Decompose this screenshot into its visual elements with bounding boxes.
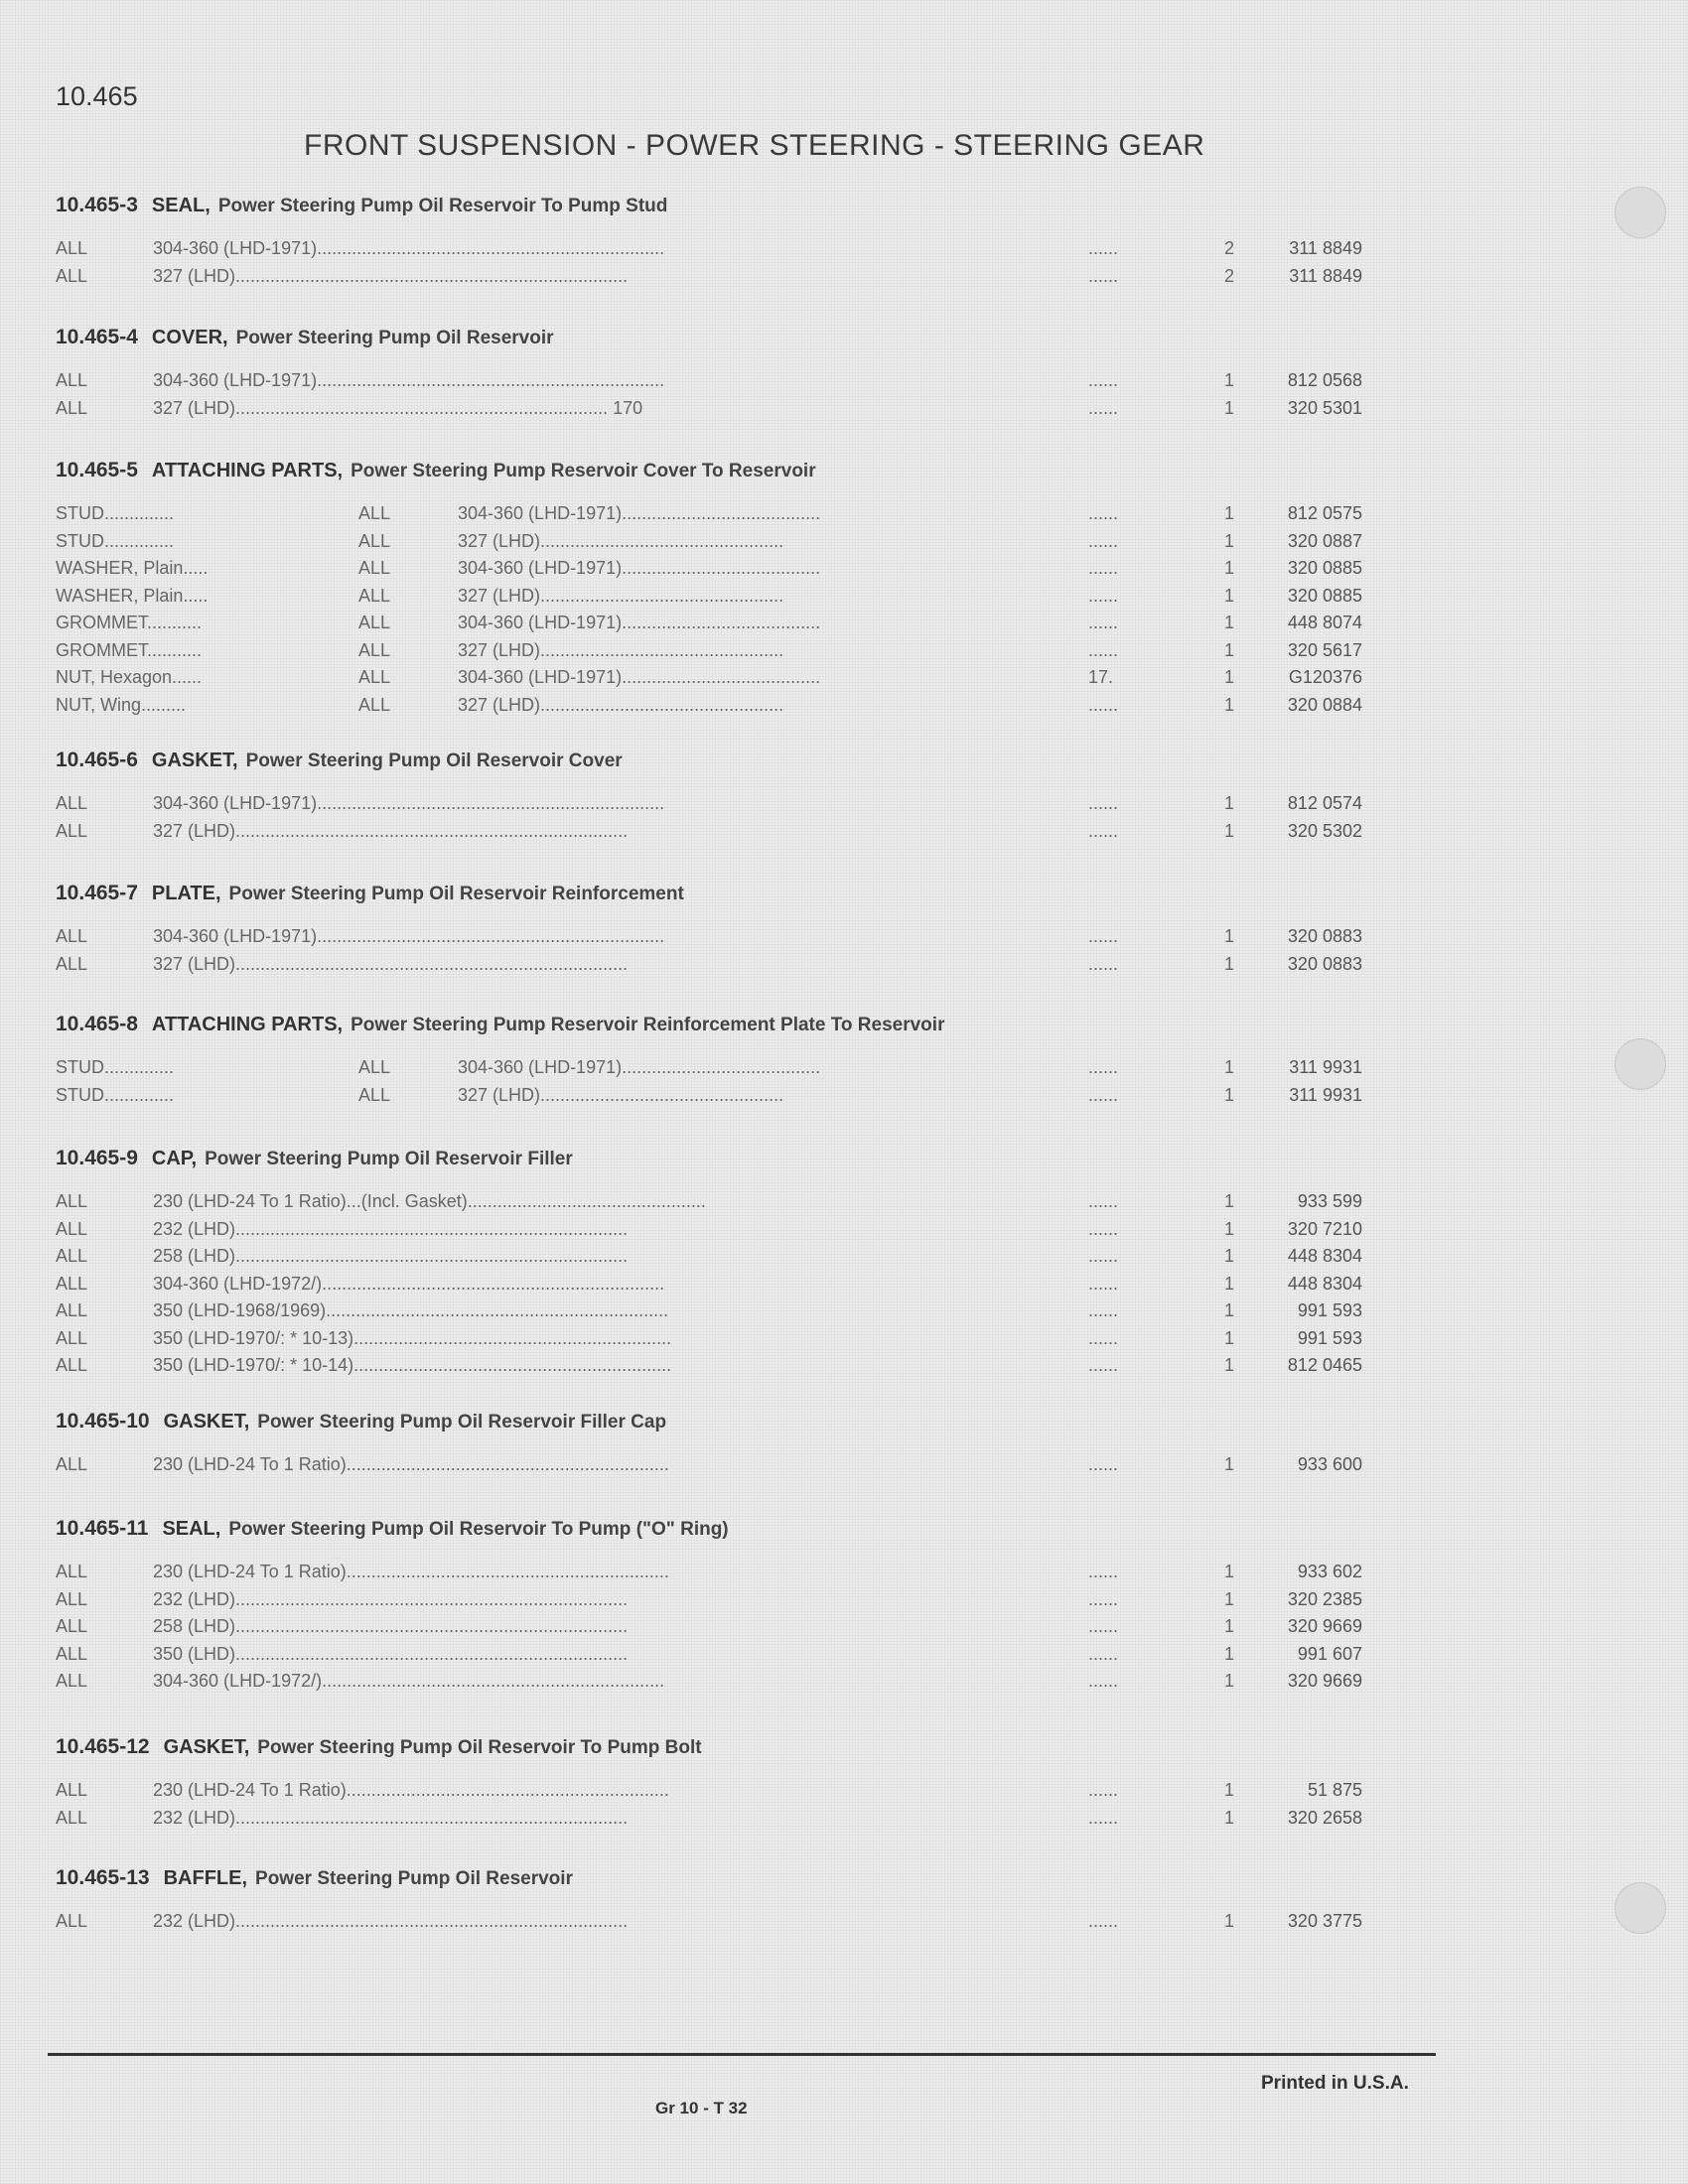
note-column: ...... bbox=[1088, 1084, 1119, 1105]
quantity: 1 bbox=[1223, 820, 1234, 841]
application: 327 (LHD)............................................................................... bbox=[153, 265, 629, 286]
section-keyword: ATTACHING PARTS, bbox=[151, 460, 344, 481]
page-title: FRONT SUSPENSION - POWER STEERING - STEERING GEAR bbox=[304, 129, 1205, 162]
part-row bbox=[56, 1451, 1366, 1478]
quantity: 1 bbox=[1223, 370, 1234, 390]
application: 258 (LHD)............................................................................... bbox=[153, 1616, 629, 1636]
part-row bbox=[56, 1613, 1366, 1640]
section-description: Power Steering Pump Oil Reservoir To Pump Stud bbox=[217, 196, 668, 216]
model-group: ALL bbox=[56, 1807, 88, 1828]
application: 304-360 (LHD-1971)........................................ bbox=[458, 613, 821, 632]
part-number: 320 2385 bbox=[1287, 1588, 1362, 1609]
part-row bbox=[56, 1641, 1366, 1668]
note-column: ...... bbox=[1088, 397, 1119, 418]
section-keyword: GASKET, bbox=[163, 1411, 250, 1433]
section-header bbox=[56, 326, 554, 349]
section-number: 10.465-12 bbox=[56, 1735, 150, 1758]
model-group: ALL bbox=[358, 558, 391, 578]
quantity: 1 bbox=[1223, 667, 1234, 687]
section-keyword: BAFFLE, bbox=[163, 1867, 248, 1889]
application: 304-360 (LHD-1971)........................................ bbox=[458, 558, 821, 578]
part-name: GROMMET........... bbox=[56, 639, 203, 660]
quantity: 1 bbox=[1223, 1911, 1234, 1931]
part-number: 991 607 bbox=[1297, 1643, 1362, 1664]
part-row bbox=[56, 664, 1366, 691]
application: 304-360 (LHD-1971)...................................................................... bbox=[153, 926, 665, 946]
application: 258 (LHD)............................................................................... bbox=[153, 1246, 629, 1266]
part-row bbox=[56, 500, 1366, 527]
application: 327 (LHD)................................................. bbox=[458, 694, 784, 715]
model-group: ALL bbox=[358, 694, 391, 715]
section-keyword: SEAL, bbox=[151, 195, 211, 216]
part-number: 812 0575 bbox=[1287, 503, 1362, 523]
note-column: ...... bbox=[1088, 1911, 1119, 1931]
model-group: ALL bbox=[56, 926, 88, 946]
part-row bbox=[56, 1054, 1366, 1081]
section-keyword: GASKET, bbox=[163, 1736, 250, 1758]
part-row bbox=[56, 367, 1366, 394]
part-row bbox=[56, 1586, 1366, 1613]
section-header bbox=[56, 194, 667, 217]
quantity: 1 bbox=[1223, 1218, 1234, 1239]
section-description: Power Steering Pump Oil Reservoir Filler Cap bbox=[257, 1412, 667, 1433]
part-number: 320 9669 bbox=[1287, 1671, 1362, 1691]
quantity: 1 bbox=[1223, 1327, 1234, 1348]
part-number: 320 0883 bbox=[1287, 953, 1362, 974]
quantity: 1 bbox=[1223, 1780, 1234, 1800]
part-number: G120376 bbox=[1288, 667, 1362, 687]
section-description: Power Steering Pump Reservoir Reinforcement Plate To Reservoir bbox=[351, 1015, 945, 1035]
model-group: ALL bbox=[56, 820, 88, 841]
note-column: ...... bbox=[1088, 613, 1119, 632]
model-group: ALL bbox=[56, 1562, 88, 1581]
note-column: ...... bbox=[1088, 503, 1119, 523]
application: 304-360 (LHD-1972/)..................................................................... bbox=[153, 1273, 665, 1294]
quantity: 1 bbox=[1223, 1057, 1234, 1077]
part-number: 933 602 bbox=[1297, 1562, 1362, 1581]
part-name: NUT, Wing......... bbox=[56, 694, 187, 715]
model-group: ALL bbox=[56, 793, 88, 813]
section-description: Power Steering Pump Oil Reservoir To Pump ("O" Ring) bbox=[228, 1519, 729, 1540]
printed-in-label: Printed in U.S.A. bbox=[1261, 2073, 1409, 2094]
application: 350 (LHD-1970/: * 10-14)................................................................ bbox=[153, 1355, 672, 1375]
note-column: ...... bbox=[1088, 530, 1119, 551]
application: 327 (LHD)................................................. bbox=[458, 585, 784, 606]
quantity: 1 bbox=[1223, 1191, 1234, 1211]
part-row bbox=[56, 583, 1366, 610]
model-group: ALL bbox=[56, 1300, 88, 1320]
section-number: 10.465-5 bbox=[56, 459, 138, 481]
section-keyword: SEAL, bbox=[162, 1518, 221, 1540]
section-header bbox=[56, 1013, 944, 1036]
application: 304-360 (LHD-1971)........................................ bbox=[458, 1057, 821, 1077]
quantity: 1 bbox=[1223, 397, 1234, 418]
section-number: 10.465-8 bbox=[56, 1013, 138, 1035]
part-number: 320 0884 bbox=[1287, 694, 1362, 715]
application: 327 (LHD)................................................. bbox=[458, 639, 784, 660]
quantity: 1 bbox=[1223, 613, 1234, 632]
note-column: ...... bbox=[1088, 1562, 1119, 1581]
quantity: 1 bbox=[1223, 1355, 1234, 1375]
part-number: 320 2658 bbox=[1287, 1807, 1362, 1828]
note-column: ...... bbox=[1088, 265, 1119, 286]
section-header bbox=[56, 1866, 573, 1890]
quantity: 1 bbox=[1223, 558, 1234, 578]
section-number: 10.465-7 bbox=[56, 882, 138, 904]
application: 350 (LHD-1970/: * 10-13)................................................................ bbox=[153, 1327, 672, 1348]
quantity: 1 bbox=[1223, 1300, 1234, 1320]
part-number: 812 0568 bbox=[1287, 370, 1362, 390]
model-group: ALL bbox=[56, 953, 88, 974]
part-row bbox=[56, 1559, 1366, 1585]
note-column: ...... bbox=[1088, 1807, 1119, 1828]
part-number: 320 5302 bbox=[1287, 820, 1362, 841]
part-row bbox=[56, 1325, 1366, 1352]
part-name: STUD.............. bbox=[56, 530, 175, 551]
model-group: ALL bbox=[56, 1355, 88, 1375]
note-column: ...... bbox=[1088, 1780, 1119, 1800]
part-number: 812 0465 bbox=[1287, 1355, 1362, 1375]
part-name: NUT, Hexagon...... bbox=[56, 667, 203, 687]
part-row bbox=[56, 692, 1366, 719]
part-number: 448 8074 bbox=[1287, 613, 1362, 632]
section-description: Power Steering Pump Oil Reservoir Cover bbox=[245, 751, 623, 771]
note-column: ...... bbox=[1088, 585, 1119, 606]
note-column: ...... bbox=[1088, 1327, 1119, 1348]
note-column: ...... bbox=[1088, 1454, 1119, 1474]
part-row bbox=[56, 1805, 1366, 1832]
part-number: 320 9669 bbox=[1287, 1616, 1362, 1636]
section-number: 10.465-3 bbox=[56, 194, 138, 216]
part-number: 320 5301 bbox=[1287, 397, 1362, 418]
note-column: ...... bbox=[1088, 238, 1119, 258]
note-column: ...... bbox=[1088, 558, 1119, 578]
note-column: ...... bbox=[1088, 1671, 1119, 1691]
quantity: 1 bbox=[1223, 694, 1234, 715]
application: 304-360 (LHD-1971)...................................................................... bbox=[153, 238, 665, 258]
section-description: Power Steering Pump Oil Reservoir bbox=[255, 1868, 573, 1889]
model-group: ALL bbox=[56, 265, 88, 286]
quantity: 1 bbox=[1223, 926, 1234, 946]
part-row bbox=[56, 235, 1366, 262]
application: 232 (LHD)............................................................................... bbox=[153, 1911, 629, 1931]
quantity: 1 bbox=[1223, 1588, 1234, 1609]
part-row bbox=[56, 818, 1366, 845]
part-number: 320 5617 bbox=[1287, 639, 1362, 660]
page-number: 10.465 bbox=[56, 81, 138, 111]
note-column: ...... bbox=[1088, 1616, 1119, 1636]
part-number: 320 3775 bbox=[1287, 1911, 1362, 1931]
note-column: ...... bbox=[1088, 370, 1119, 390]
section-description: Power Steering Pump Oil Reservoir Filler bbox=[205, 1149, 573, 1169]
part-row bbox=[56, 923, 1366, 950]
application: 230 (LHD-24 To 1 Ratio)................................................................. bbox=[153, 1454, 669, 1474]
quantity: 1 bbox=[1223, 639, 1234, 660]
part-row bbox=[56, 1243, 1366, 1270]
part-number: 311 8849 bbox=[1289, 238, 1362, 258]
section-keyword: CAP, bbox=[151, 1148, 198, 1169]
model-group: ALL bbox=[56, 1671, 88, 1691]
section-number: 10.465-10 bbox=[56, 1410, 150, 1433]
model-group: ALL bbox=[358, 585, 391, 606]
model-group: ALL bbox=[56, 1911, 88, 1931]
model-group: ALL bbox=[56, 1327, 88, 1348]
model-group: ALL bbox=[56, 1616, 88, 1636]
part-row bbox=[56, 1271, 1366, 1297]
section-description: Power Steering Pump Oil Reservoir Reinforcement bbox=[228, 884, 684, 904]
section-keyword: GASKET, bbox=[151, 750, 238, 771]
part-row bbox=[56, 1216, 1366, 1243]
part-row bbox=[56, 1297, 1366, 1324]
part-number: 320 0883 bbox=[1287, 926, 1362, 946]
part-row bbox=[56, 1188, 1366, 1215]
note-column: ...... bbox=[1088, 639, 1119, 660]
part-row bbox=[56, 1352, 1366, 1379]
note-column: ...... bbox=[1088, 1273, 1119, 1294]
application: 232 (LHD)............................................................................... bbox=[153, 1588, 629, 1609]
section-header bbox=[56, 1147, 573, 1170]
section-description: Power Steering Pump Oil Reservoir bbox=[235, 328, 554, 348]
model-group: ALL bbox=[358, 639, 391, 660]
model-group: ALL bbox=[56, 397, 88, 418]
part-row bbox=[56, 528, 1366, 555]
application: 304-360 (LHD-1971)........................................ bbox=[458, 667, 821, 687]
quantity: 1 bbox=[1223, 1454, 1234, 1474]
application: 304-360 (LHD-1971)........................................ bbox=[458, 503, 821, 523]
section-header bbox=[56, 1735, 702, 1759]
application: 232 (LHD)............................................................................... bbox=[153, 1218, 629, 1239]
section-description: Power Steering Pump Oil Reservoir To Pump Bolt bbox=[257, 1737, 702, 1758]
part-row bbox=[56, 790, 1366, 817]
section-header bbox=[56, 1517, 729, 1541]
application: 327 (LHD)........................................................................... 170 bbox=[153, 397, 643, 418]
part-row bbox=[56, 555, 1366, 582]
part-row bbox=[56, 1777, 1366, 1804]
section-header bbox=[56, 1410, 666, 1433]
part-number: 320 0885 bbox=[1287, 558, 1362, 578]
section-header bbox=[56, 749, 623, 772]
quantity: 1 bbox=[1223, 1671, 1234, 1691]
note-column: ...... bbox=[1088, 694, 1119, 715]
section-number: 10.465-9 bbox=[56, 1147, 138, 1169]
model-group: ALL bbox=[56, 1273, 88, 1294]
model-group: ALL bbox=[358, 1057, 391, 1077]
application: 327 (LHD)............................................................................... bbox=[153, 820, 629, 841]
quantity: 1 bbox=[1223, 953, 1234, 974]
note-column: ...... bbox=[1088, 1246, 1119, 1266]
quantity: 1 bbox=[1223, 1562, 1234, 1581]
application: 350 (LHD)............................................................................... bbox=[153, 1643, 629, 1664]
model-group: ALL bbox=[56, 1643, 88, 1664]
group-reference: Gr 10 - T 32 bbox=[655, 2099, 748, 2117]
quantity: 1 bbox=[1223, 1643, 1234, 1664]
note-column: ...... bbox=[1088, 1057, 1119, 1077]
model-group: ALL bbox=[56, 1191, 88, 1211]
part-number: 991 593 bbox=[1297, 1300, 1362, 1320]
note-column: ...... bbox=[1088, 793, 1119, 813]
note-column: 17. bbox=[1088, 667, 1114, 687]
part-name: STUD.............. bbox=[56, 1084, 175, 1105]
part-name: WASHER, Plain..... bbox=[56, 585, 209, 606]
part-name: STUD.............. bbox=[56, 503, 175, 523]
model-group: ALL bbox=[56, 1780, 88, 1800]
note-column: ...... bbox=[1088, 1300, 1119, 1320]
quantity: 1 bbox=[1223, 1246, 1234, 1266]
part-row bbox=[56, 951, 1366, 978]
quantity: 1 bbox=[1223, 530, 1234, 551]
model-group: ALL bbox=[56, 370, 88, 390]
part-row bbox=[56, 1908, 1366, 1935]
application: 327 (LHD)................................................. bbox=[458, 530, 784, 551]
section-number: 10.465-4 bbox=[56, 326, 138, 348]
part-number: 933 600 bbox=[1297, 1454, 1362, 1474]
quantity: 1 bbox=[1223, 793, 1234, 813]
note-column: ...... bbox=[1088, 1588, 1119, 1609]
footer-rule bbox=[48, 2053, 1436, 2056]
part-number: 320 7210 bbox=[1287, 1218, 1362, 1239]
model-group: ALL bbox=[358, 503, 391, 523]
quantity: 1 bbox=[1223, 1616, 1234, 1636]
section-keyword: COVER, bbox=[151, 327, 228, 348]
part-row bbox=[56, 1668, 1366, 1695]
model-group: ALL bbox=[56, 238, 88, 258]
application: 304-360 (LHD-1971)...................................................................... bbox=[153, 370, 665, 390]
section-number: 10.465-13 bbox=[56, 1866, 150, 1889]
part-row bbox=[56, 610, 1366, 636]
quantity: 1 bbox=[1223, 1273, 1234, 1294]
application: 327 (LHD)................................................. bbox=[458, 1084, 784, 1105]
section-description: Power Steering Pump Reservoir Cover To Reservoir bbox=[351, 461, 816, 481]
part-number: 311 8849 bbox=[1289, 265, 1362, 286]
section-keyword: PLATE, bbox=[151, 883, 221, 904]
note-column: ...... bbox=[1088, 1191, 1119, 1211]
quantity: 1 bbox=[1223, 1807, 1234, 1828]
note-column: ...... bbox=[1088, 1643, 1119, 1664]
part-number: 311 9931 bbox=[1289, 1057, 1362, 1077]
part-number: 448 8304 bbox=[1287, 1246, 1362, 1266]
application: 230 (LHD-24 To 1 Ratio)................................................................. bbox=[153, 1780, 669, 1800]
note-column: ...... bbox=[1088, 926, 1119, 946]
quantity: 2 bbox=[1223, 238, 1234, 258]
quantity: 1 bbox=[1223, 1084, 1234, 1105]
note-column: ...... bbox=[1088, 1218, 1119, 1239]
application: 230 (LHD-24 To 1 Ratio)................................................................. bbox=[153, 1562, 669, 1581]
part-name: GROMMET........... bbox=[56, 613, 203, 632]
part-row bbox=[56, 1082, 1366, 1109]
model-group: ALL bbox=[358, 1084, 391, 1105]
part-row bbox=[56, 637, 1366, 664]
application: 304-360 (LHD-1971)...................................................................... bbox=[153, 793, 665, 813]
part-number: 933 599 bbox=[1297, 1191, 1362, 1211]
model-group: ALL bbox=[56, 1454, 88, 1474]
application: 327 (LHD)............................................................................... bbox=[153, 953, 629, 974]
part-number: 991 593 bbox=[1297, 1327, 1362, 1348]
part-number: 812 0574 bbox=[1287, 793, 1362, 813]
part-number: 320 0885 bbox=[1287, 585, 1362, 606]
note-column: ...... bbox=[1088, 953, 1119, 974]
section-keyword: ATTACHING PARTS, bbox=[151, 1014, 344, 1035]
part-name: STUD.............. bbox=[56, 1057, 175, 1077]
quantity: 2 bbox=[1223, 265, 1234, 286]
part-row bbox=[56, 263, 1366, 290]
part-number: 311 9931 bbox=[1289, 1084, 1362, 1105]
section-number: 10.465-11 bbox=[56, 1517, 149, 1540]
model-group: ALL bbox=[56, 1246, 88, 1266]
quantity: 1 bbox=[1223, 585, 1234, 606]
application: 304-360 (LHD-1972/)..................................................................... bbox=[153, 1671, 665, 1691]
note-column: ...... bbox=[1088, 1355, 1119, 1375]
model-group: ALL bbox=[56, 1218, 88, 1239]
part-number: 51 875 bbox=[1307, 1780, 1362, 1800]
note-column: ...... bbox=[1088, 820, 1119, 841]
model-group: ALL bbox=[358, 530, 391, 551]
section-header bbox=[56, 882, 684, 905]
part-number: 320 0887 bbox=[1287, 530, 1362, 551]
section-header bbox=[56, 459, 816, 482]
section-number: 10.465-6 bbox=[56, 749, 138, 771]
application: 350 (LHD-1968/1969)..................................................................... bbox=[153, 1300, 669, 1320]
model-group: ALL bbox=[56, 1588, 88, 1609]
part-name: WASHER, Plain..... bbox=[56, 558, 209, 578]
application: 230 (LHD-24 To 1 Ratio)...(Incl. Gasket)................................................ bbox=[153, 1191, 706, 1211]
part-row bbox=[56, 395, 1366, 422]
application: 232 (LHD)............................................................................... bbox=[153, 1807, 629, 1828]
quantity: 1 bbox=[1223, 503, 1234, 523]
model-group: ALL bbox=[358, 667, 391, 687]
part-number: 448 8304 bbox=[1287, 1273, 1362, 1294]
model-group: ALL bbox=[358, 613, 391, 632]
